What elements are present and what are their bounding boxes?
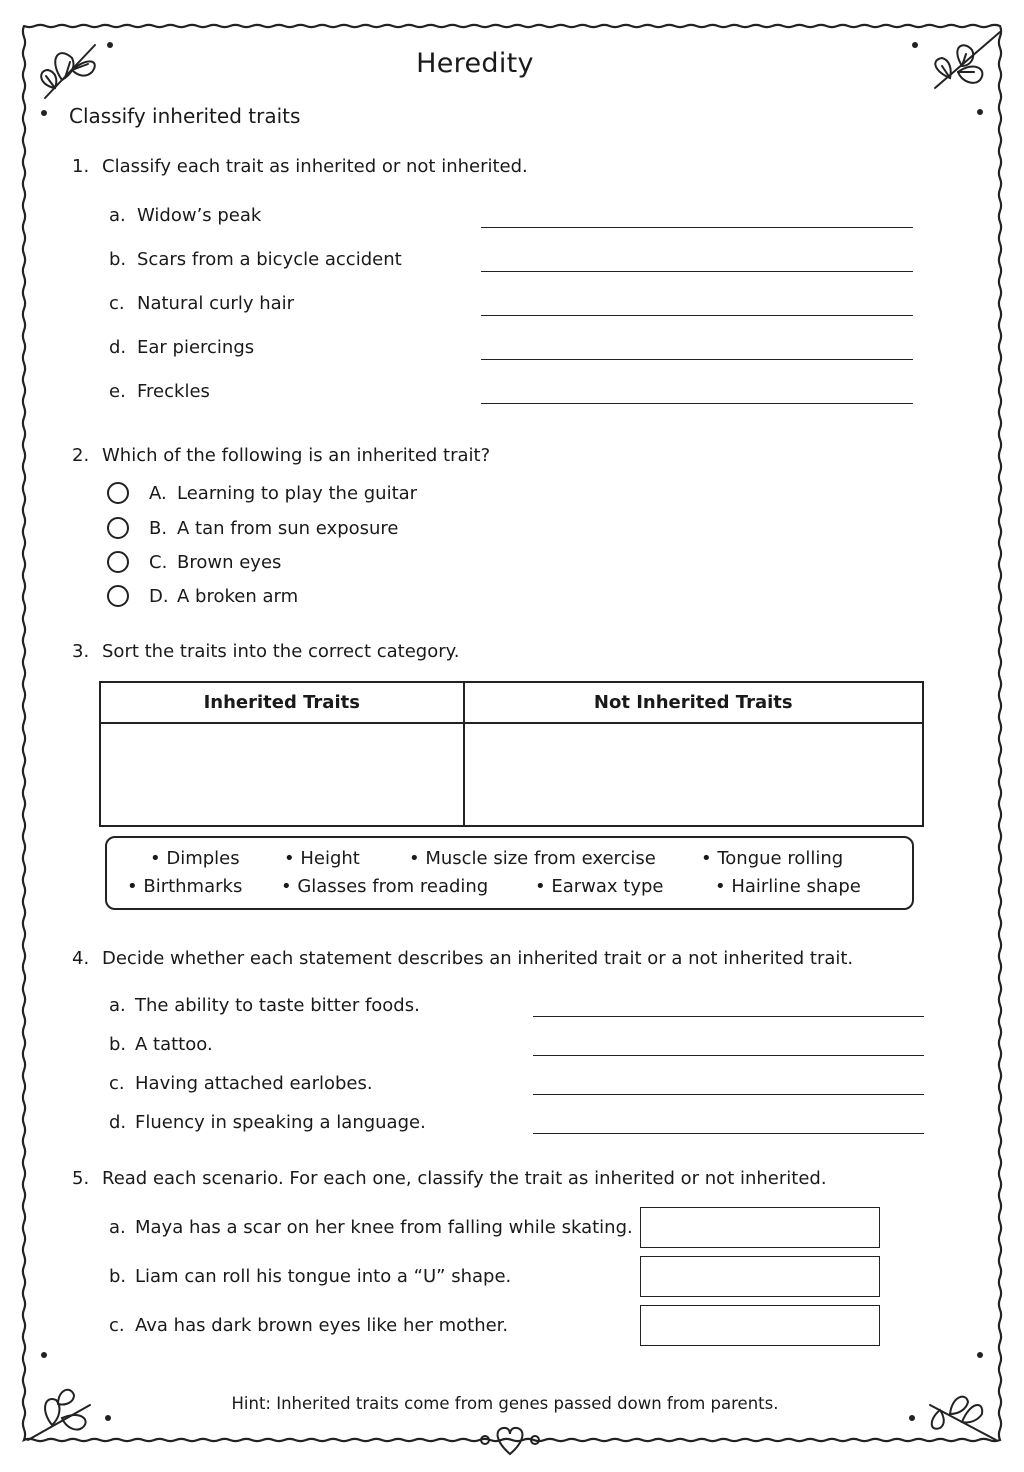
question-2-prompt: 2. Which of the following is an inherited trait? <box>72 445 491 466</box>
question-text: Classify each trait as inherited or not inherited. <box>102 156 528 177</box>
q1-item-a: a. Widow’s peak <box>109 205 262 226</box>
q1-item-e: e. Freckles <box>109 381 210 402</box>
radio-circle-icon[interactable] <box>107 517 129 539</box>
question-5-prompt: 5. Read each scenario. For each one, classify the trait as inherited or not inherited. <box>72 1168 827 1189</box>
inherited-answer-cell[interactable] <box>100 723 464 826</box>
hint-text: Hint: Inherited traits come from genes passed down from parents. <box>231 1394 779 1413</box>
sort-table <box>99 681 924 827</box>
option-b[interactable]: B. A tan from sun exposure <box>107 515 399 541</box>
q5-item-b: b. Liam can roll his tongue into a “U” shape. <box>109 1266 512 1287</box>
word-bank-item: • Dimples <box>150 848 240 869</box>
q5-item-a: a. Maya has a scar on her knee from falling while skating. <box>109 1217 633 1238</box>
word-bank-item: • Tongue rolling <box>701 848 844 869</box>
answer-line-q4c[interactable] <box>533 1094 924 1095</box>
column-header-not-inherited: Not Inherited Traits <box>464 682 923 723</box>
option-a[interactable]: A. Learning to play the guitar <box>107 480 417 506</box>
q1-item-d: d. Ear piercings <box>109 337 255 358</box>
radio-circle-icon[interactable] <box>107 551 129 573</box>
q4-item-b: b. A tattoo. <box>109 1034 213 1055</box>
word-bank-item: • Height <box>284 848 360 869</box>
q4-item-a: a. The ability to taste bitter foods. <box>109 995 420 1016</box>
q5-item-c: c. Ava has dark brown eyes like her mother. <box>109 1315 509 1336</box>
answer-line-q4b[interactable] <box>533 1055 924 1056</box>
answer-line-q1a[interactable] <box>481 227 913 228</box>
option-d[interactable]: D. A broken arm <box>107 583 298 609</box>
answer-line-q1e[interactable] <box>481 403 913 404</box>
word-bank-item: • Glasses from reading <box>281 876 489 897</box>
answer-box-q5c[interactable] <box>640 1305 880 1346</box>
q4-item-c: c. Having attached earlobes. <box>109 1073 373 1094</box>
page-title: Heredity <box>416 48 534 79</box>
word-bank-item: • Birthmarks <box>127 876 243 897</box>
question-1-prompt <box>72 156 528 177</box>
answer-line-q4a[interactable] <box>533 1016 924 1017</box>
word-bank-item: • Hairline shape <box>715 876 861 897</box>
q1-item-b: b. Scars from a bicycle accident <box>109 249 402 270</box>
word-bank-item: • Muscle size from exercise <box>409 848 656 869</box>
question-number: 1. <box>72 156 90 177</box>
not-inherited-answer-cell[interactable] <box>464 723 923 826</box>
answer-line-q4d[interactable] <box>533 1133 924 1134</box>
question-4-prompt: 4. Decide whether each statement describes an inherited trait or a not inherited trait. <box>72 948 854 969</box>
radio-circle-icon[interactable] <box>107 482 129 504</box>
option-c[interactable]: C. Brown eyes <box>107 549 281 575</box>
question-3-prompt: 3. Sort the traits into the correct category. <box>72 641 460 662</box>
answer-line-q1d[interactable] <box>481 359 913 360</box>
section-heading: Classify inherited traits <box>69 104 301 128</box>
column-header-inherited: Inherited Traits <box>100 682 464 723</box>
answer-box-q5b[interactable] <box>640 1256 880 1297</box>
q1-item-c: c. Natural curly hair <box>109 293 295 314</box>
word-bank-item: • Earwax type <box>535 876 664 897</box>
radio-circle-icon[interactable] <box>107 585 129 607</box>
answer-line-q1b[interactable] <box>481 271 913 272</box>
answer-box-q5a[interactable] <box>640 1207 880 1248</box>
q4-item-d: d. Fluency in speaking a language. <box>109 1112 426 1133</box>
answer-line-q1c[interactable] <box>481 315 913 316</box>
heart-icon <box>481 1428 539 1454</box>
